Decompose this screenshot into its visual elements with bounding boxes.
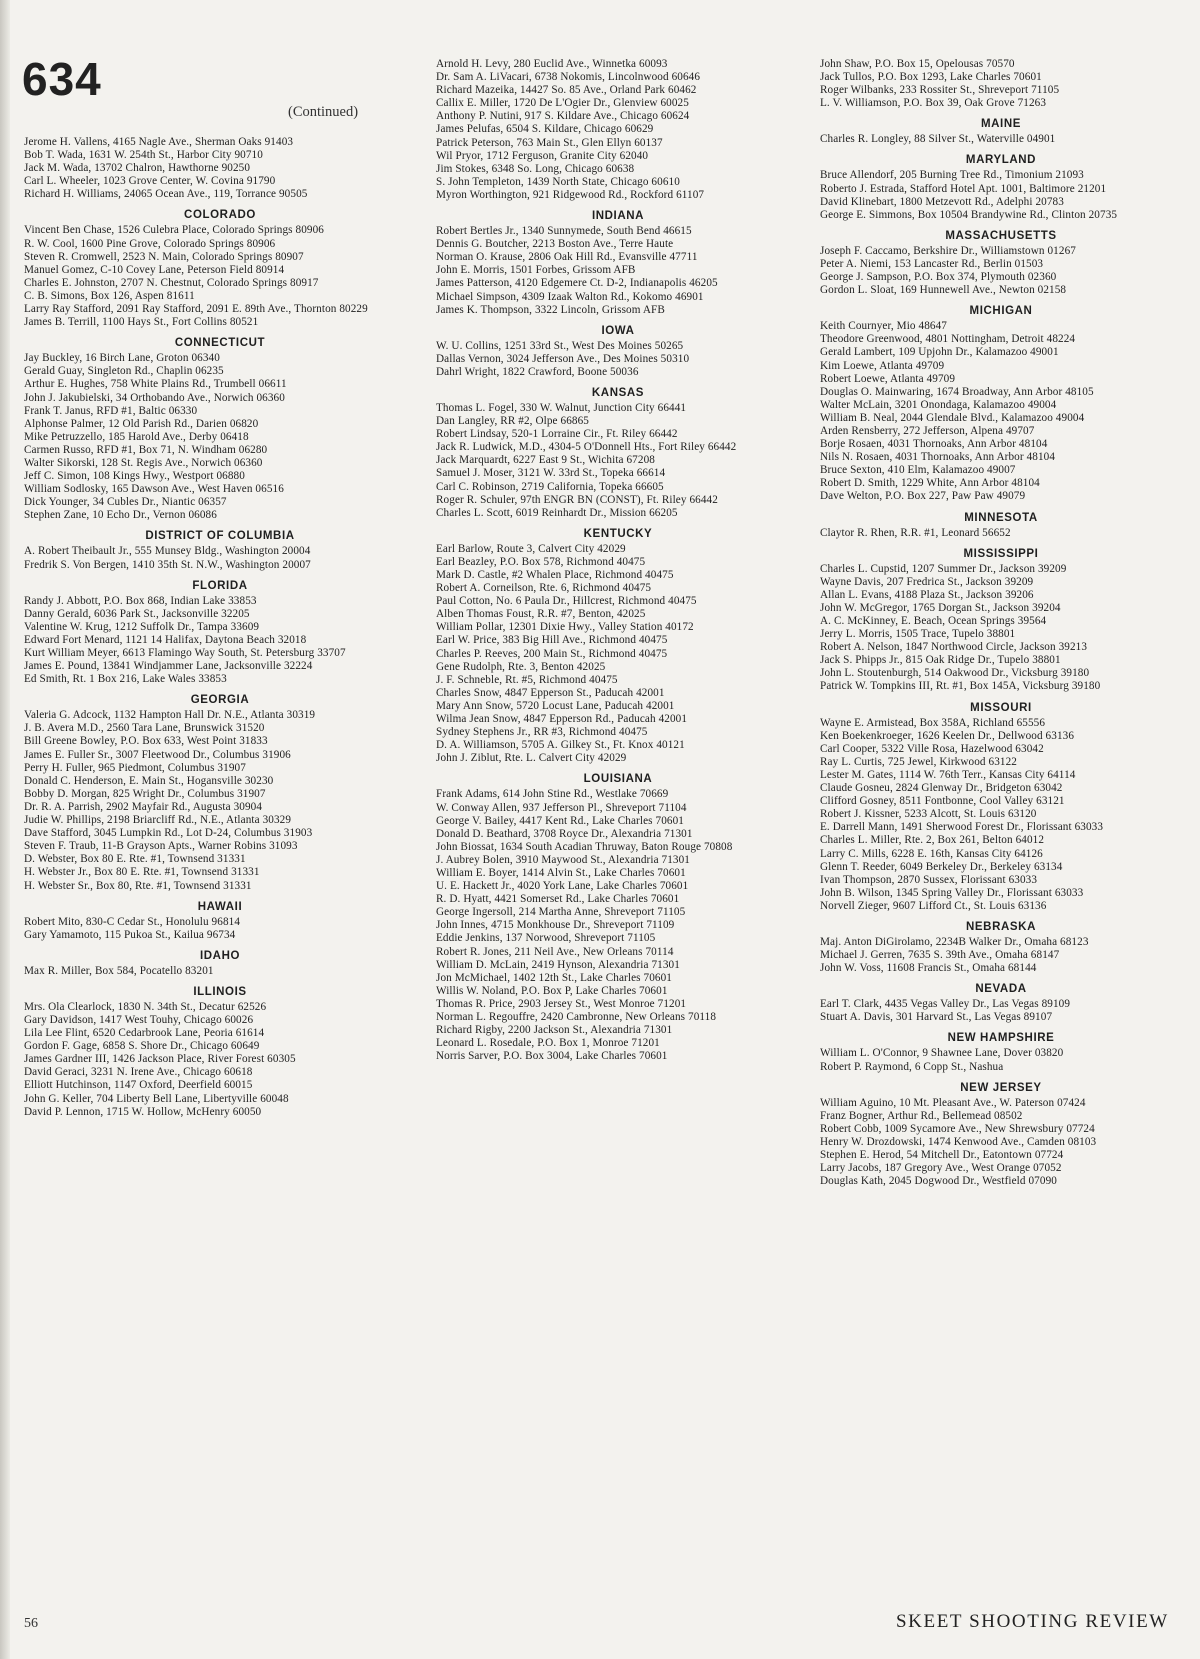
member-entry: James K. Thompson, 3322 Lincoln, Grissom AFB <box>436 303 665 316</box>
member-entry: Earl W. Price, 383 Big Hill Ave., Richmond 40475 <box>436 634 668 647</box>
member-entry: Bobby D. Morgan, 825 Wright Dr., Columbus 31907 <box>24 787 266 800</box>
member-entry: Alphonse Palmer, 12 Old Parish Rd., Darien 06820 <box>24 417 259 430</box>
state-heading: MASSACHUSETTS <box>945 229 1057 242</box>
member-entry: Donald D. Beathard, 3708 Royce Dr., Alexandria 71301 <box>436 827 693 840</box>
member-entry: Joseph F. Caccamo, Berkshire Dr., Williamstown 01267 <box>820 244 1076 257</box>
state-section <box>820 58 1182 110</box>
member-entry: Maj. Anton DiGirolamo, 2234B Walker Dr., Omaha 68123 <box>820 935 1089 948</box>
member-entry: Valentine W. Krug, 1212 Suffolk Dr., Tampa 33609 <box>24 620 260 633</box>
member-entry: Richard H. Williams, 24065 Ocean Ave., 119, Torrance 90505 <box>24 188 308 201</box>
member-entry: Robert J. Kissner, 5233 Alcott, St. Louis 63120 <box>820 808 1037 821</box>
state-section <box>24 580 416 687</box>
member-entry: Larry Ray Stafford, 2091 Ray Stafford, 2091 E. 89th Ave., Thornton 80229 <box>24 303 368 316</box>
state-heading: HAWAII <box>197 900 243 913</box>
member-entry: Dallas Vernon, 3024 Jefferson Ave., Des Moines 50310 <box>436 352 690 365</box>
member-entry: Valeria G. Adcock, 1132 Hampton Hall Dr. N.E., Atlanta 30319 <box>24 709 316 722</box>
member-entry: Donald C. Henderson, E. Main St., Hogansville 30230 <box>24 774 274 787</box>
member-entry: Edward Fort Menard, 1121 14 Halifax, Daytona Beach 32018 <box>24 633 307 646</box>
member-entry: H. Webster Sr., Box 80, Rte. #1, Townsend 31331 <box>24 879 252 892</box>
member-entry: Charles L. Scott, 6019 Reinhardt Dr., Mission 66205 <box>436 506 678 519</box>
state-heading: MISSOURI <box>970 701 1032 714</box>
member-entry: John J. Ziblut, Rte. L. Calvert City 42029 <box>436 752 627 765</box>
state-section <box>436 528 800 766</box>
member-entry: Norman L. Regouffre, 2420 Cambronne, New Orleans 70118 <box>436 1011 717 1023</box>
state-heading: NEW HAMPSHIRE <box>947 1032 1055 1045</box>
member-entry: Robert A. Corneilson, Rte. 6, Richmond 40475 <box>436 582 652 595</box>
member-entry: Robert R. Jones, 211 Neil Ave., New Orleans 70114 <box>436 945 674 958</box>
column-3 <box>820 58 1182 1188</box>
member-entry: D. A. Williamson, 5705 A. Gilkey St., Ft. Knox 40121 <box>436 739 685 752</box>
member-entry: W. Conway Allen, 937 Jefferson Pl., Shreveport 71104 <box>436 801 687 814</box>
state-section <box>820 154 1182 221</box>
member-entry: Norvell Zieger, 9607 Lifford Ct., St. Louis 63136 <box>820 899 1047 912</box>
member-entry: Bob T. Wada, 1631 W. 254th St., Harbor City 90710 <box>24 149 263 162</box>
state-section <box>820 921 1182 975</box>
state-section <box>820 1032 1182 1073</box>
member-entry: Gerald Guay, Singleton Rd., Chaplin 06235 <box>24 365 224 378</box>
member-entry: James E. Pound, 13841 Windjammer Lane, Jacksonville 32224 <box>24 660 313 673</box>
member-entry: Wayne E. Armistead, Box 358A, Richland 65556 <box>820 716 1046 729</box>
member-entry: L. V. Williamson, P.O. Box 39, Oak Grove 71263 <box>820 97 1047 110</box>
member-entry: Ray L. Curtis, 725 Jewel, Kirkwood 63122 <box>820 755 1017 768</box>
member-entry: A. C. McKinney, E. Beach, Ocean Springs 39564 <box>820 615 1047 627</box>
member-entry: Dennis G. Boutcher, 2213 Boston Ave., Terre Haute <box>436 238 674 251</box>
member-entry: Dan Langley, RR #2, Olpe 66865 <box>436 415 589 428</box>
member-entry: Carl L. Wheeler, 1023 Grove Center, W. Covina 91790 <box>24 175 276 188</box>
state-section <box>436 773 800 1063</box>
member-entry: John L. Stoutenburgh, 514 Oakwood Dr., Vicksburg 39180 <box>820 667 1090 680</box>
member-entry: Walter Sikorski, 128 St. Regis Ave., Norwich 06360 <box>24 456 263 469</box>
chapter-number: 634 <box>22 53 102 105</box>
member-entry: Larry Jacobs, 187 Gregory Ave., West Orange 07052 <box>820 1162 1062 1175</box>
state-heading: IOWA <box>601 324 635 337</box>
state-section <box>24 986 416 1119</box>
member-entry: Wil Pryor, 1712 Ferguson, Granite City 62040 <box>436 149 649 162</box>
member-entry: Gary Davidson, 1417 West Touhy, Chicago 60026 <box>24 1013 254 1026</box>
member-entry: Robert Bertles Jr., 1340 Sunnymede, South Bend 46615 <box>436 225 692 238</box>
member-entry: Jay Buckley, 16 Birch Lane, Groton 06340 <box>24 352 220 365</box>
member-entry: Stephen Zane, 10 Echo Dr., Vernon 06086 <box>24 509 217 522</box>
member-entry: Jack Marquardt, 6227 East 9 St., Wichita 67208 <box>436 454 655 467</box>
member-entry: Bill Greene Bowley, P.O. Box 633, West Point 31833 <box>24 735 268 748</box>
state-section <box>436 58 800 202</box>
member-entry: Jim Stokes, 6348 So. Long, Chicago 60638 <box>436 162 635 175</box>
member-entry: Gary Yamamoto, 115 Pukoa St., Kailua 96734 <box>24 928 236 941</box>
state-section <box>24 136 416 201</box>
member-entry: Manuel Gomez, C-10 Covey Lane, Peterson Field 80914 <box>24 263 285 276</box>
member-entry: Theodore Greenwood, 4801 Nottingham, Detroit 48224 <box>820 333 1076 346</box>
state-section <box>24 209 416 329</box>
member-entry: Ivan Thompson, 2870 Sussex, Florissant 63033 <box>820 873 1038 886</box>
member-entry: Alben Thomas Foust, R.R. #7, Benton, 42025 <box>436 608 646 621</box>
state-heading: NEVADA <box>975 983 1027 996</box>
member-entry: Gordon L. Sloat, 169 Hunnewell Ave., Newton 02158 <box>820 284 1067 297</box>
member-entry: John Innes, 4715 Monkhouse Dr., Shreveport 71109 <box>436 919 675 932</box>
member-entry: Jerry L. Morris, 1505 Trace, Tupelo 38801 <box>820 628 1016 641</box>
member-entry: Jack Tullos, P.O. Box 1293, Lake Charles 70601 <box>820 71 1042 84</box>
member-entry: Robert Lindsay, 520-1 Lorraine Cir., Ft. Riley 66442 <box>436 428 678 441</box>
member-entry: Larry C. Mills, 6228 E. 16th, Kansas City 64126 <box>820 847 1043 860</box>
state-section <box>820 118 1182 146</box>
member-entry: Jon McMichael, 1402 12th St., Lake Charles 70601 <box>436 971 672 984</box>
member-entry: William Aguino, 10 Mt. Pleasant Ave., W. Paterson 07424 <box>820 1096 1086 1109</box>
state-heading: MISSISSIPPI <box>963 547 1039 560</box>
member-entry: Gerald Lambert, 109 Upjohn Dr., Kalamazoo 49001 <box>820 346 1059 359</box>
member-entry: James E. Fuller Sr., 3007 Fleetwood Dr., Columbus 31906 <box>24 748 291 761</box>
member-entry: John G. Keller, 704 Liberty Bell Lane, Libertyville 60048 <box>24 1092 289 1105</box>
member-entry: William L. O'Connor, 9 Shawnee Lane, Dover 03820 <box>820 1047 1064 1060</box>
member-entry: Jack S. Phipps Jr., 815 Oak Ridge Dr., Tupelo 38801 <box>820 654 1061 667</box>
member-entry: Kurt William Meyer, 6613 Flamingo Way South, St. Petersburg 33707 <box>24 647 346 659</box>
member-entry: John B. Wilson, 1345 Spring Valley Dr., Florissant 63033 <box>820 886 1084 899</box>
member-entry: Douglas O. Mainwaring, 1674 Broadway, Ann Arbor 48105 <box>820 385 1094 398</box>
state-section <box>820 1082 1182 1189</box>
state-section <box>820 548 1182 694</box>
member-entry: Dave Stafford, 3045 Lumpkin Rd., Lot D-24, Columbus 31903 <box>24 827 313 840</box>
member-entry: James Gardner III, 1426 Jackson Place, River Forest 60305 <box>24 1053 296 1066</box>
member-entry: David Geraci, 3231 N. Irene Ave., Chicago 60618 <box>24 1066 253 1079</box>
member-entry: Charles L. Cupstid, 1207 Summer Dr., Jackson 39209 <box>820 562 1067 575</box>
member-entry: Charles R. Longley, 88 Silver St., Waterville 04901 <box>820 133 1056 146</box>
member-entry: Gordon F. Gage, 6858 S. Shore Dr., Chicago 60649 <box>24 1040 260 1053</box>
member-entry: Roger R. Schuler, 97th ENGR BN (CONST), Ft. Riley 66442 <box>436 493 718 506</box>
member-entry: Steven R. Cromwell, 2523 N. Main, Colorado Springs 80907 <box>24 250 304 263</box>
state-section <box>24 950 416 978</box>
member-entry: Kim Loewe, Atlanta 49709 <box>820 359 945 372</box>
member-entry: Stuart A. Davis, 301 Harvard St., Las Vegas 89107 <box>820 1011 1053 1024</box>
member-entry: Lester M. Gates, 1114 W. 76th Terr., Kansas City 64114 <box>820 768 1076 781</box>
member-entry: Dr. Sam A. LiVacari, 6738 Nokomis, Lincolnwood 60646 <box>436 71 701 84</box>
state-heading: LOUISIANA <box>583 773 653 786</box>
member-entry: Max R. Miller, Box 584, Pocatello 83201 <box>24 964 214 977</box>
member-entry: J. F. Schneble, Rt. #5, Richmond 40475 <box>436 673 618 686</box>
state-section <box>436 325 800 379</box>
member-entry: Roberto J. Estrada, Stafford Hotel Apt. 1001, Baltimore 21201 <box>820 182 1107 195</box>
member-entry: Earl Beazley, P.O. Box 578, Richmond 40475 <box>436 555 646 568</box>
state-heading: NEW JERSEY <box>960 1081 1042 1094</box>
member-entry: Douglas Kath, 2045 Dogwood Dr., Westfield 07090 <box>820 1175 1057 1188</box>
state-heading: CONNECTICUT <box>174 337 266 350</box>
member-entry: Judie W. Phillips, 2198 Briarcliff Rd., N.E., Atlanta 30329 <box>24 814 292 827</box>
member-entry: Earl Barlow, Route 3, Calvert City 42029 <box>436 542 626 555</box>
state-section <box>820 983 1182 1024</box>
member-entry: Gene Rudolph, Rte. 3, Benton 42025 <box>436 660 606 673</box>
member-entry: William Sodlosky, 165 Dawson Ave., West Haven 06516 <box>24 483 284 496</box>
member-entry: Claude Gosneu, 2824 Glenway Dr., Bridgeton 63042 <box>820 782 1063 795</box>
state-heading: IDAHO <box>199 949 241 962</box>
column-2 <box>436 58 800 1063</box>
member-entry: Vincent Ben Chase, 1526 Culebra Place, Colorado Springs 80906 <box>24 224 324 237</box>
state-section <box>24 901 416 942</box>
member-entry: John Biossat, 1634 South Acadian Thruway, Baton Rouge 70808 <box>436 840 733 853</box>
member-entry: Norris Sarver, P.O. Box 3004, Lake Charles 70601 <box>436 1050 668 1063</box>
member-entry: Elliott Hutchinson, 1147 Oxford, Deerfield 60015 <box>24 1079 253 1092</box>
state-section <box>820 230 1182 297</box>
member-entry: James Patterson, 4120 Edgemere Ct. D-2, Indianapolis 46205 <box>436 277 718 290</box>
member-entry: J. Aubrey Bolen, 3910 Maywood St., Alexandria 71301 <box>436 853 690 866</box>
state-section <box>24 530 416 571</box>
member-entry: Dick Younger, 34 Cubles Dr., Niantic 06357 <box>24 496 227 509</box>
member-entry: Robert Mito, 830-C Cedar St., Honolulu 96814 <box>24 915 241 928</box>
member-entry: A. Robert Theibault Jr., 555 Munsey Bldg., Washington 20004 <box>24 545 311 558</box>
member-entry: Samuel J. Moser, 3121 W. 33rd St., Topeka 66614 <box>436 467 666 480</box>
state-heading: MARYLAND <box>965 154 1037 167</box>
member-entry: Roger Wilbanks, 233 Rossiter St., Shreveport 71105 <box>820 84 1060 97</box>
member-entry: George Ingersoll, 214 Martha Anne, Shreveport 71105 <box>436 906 686 919</box>
member-entry: Mrs. Ola Clearlock, 1830 N. 34th St., Decatur 62526 <box>24 1000 267 1013</box>
member-entry: William Pollar, 12301 Dixie Hwy., Valley Station 40172 <box>436 621 694 634</box>
member-entry: Mike Petruzzello, 185 Harold Ave., Derby 06418 <box>24 430 249 443</box>
state-heading: MINNESOTA <box>964 511 1038 524</box>
member-entry: Frank Adams, 614 John Stine Rd., Westlake 70669 <box>436 788 669 801</box>
member-entry: Peter A. Niemi, 153 Lancaster Rd., Berlin 01503 <box>820 257 1044 270</box>
member-entry: Jack R. Ludwick, M.D., 4304-5 O'Donnell Hts., Fort Riley 66442 <box>436 441 737 454</box>
member-entry: Charles L. Miller, Rte. 2, Box 261, Belton 64012 <box>820 834 1045 847</box>
state-section <box>820 305 1182 503</box>
state-section <box>436 210 800 317</box>
member-entry: John J. Jakubielski, 34 Orthobando Ave., Norwich 06360 <box>24 391 285 404</box>
member-entry: Arden Rensberry, 272 Jefferson, Alpena 49707 <box>820 424 1035 437</box>
member-entry: William B. Neal, 2044 Glendale Blvd., Kalamazoo 49004 <box>820 411 1085 424</box>
member-entry: Arnold H. Levy, 280 Euclid Ave., Winnetka 60093 <box>436 58 668 70</box>
member-entry: Jerome H. Vallens, 4165 Nagle Ave., Sherman Oaks 91403 <box>24 136 294 148</box>
member-entry: Danny Gerald, 6036 Park St., Jacksonville 32205 <box>24 607 250 620</box>
page-edge-shadow <box>0 0 10 1659</box>
member-entry: Bruce Allendorf, 205 Burning Tree Rd., Timonium 21093 <box>820 169 1084 182</box>
member-entry: Michael J. Gerren, 7635 S. 39th Ave., Omaha 68147 <box>820 949 1060 962</box>
member-entry: Myron Worthington, 921 Ridgewood Rd., Rockford 61107 <box>436 188 705 201</box>
member-entry: Perry H. Fuller, 965 Piedmont, Columbus 31907 <box>24 761 246 774</box>
member-entry: James Pelufas, 6504 S. Kildare, Chicago 60629 <box>436 123 654 136</box>
state-heading: GEORGIA <box>190 694 250 707</box>
member-entry: Dr. R. A. Parrish, 2902 Mayfair Rd., Augusta 30904 <box>24 800 263 813</box>
state-section <box>24 694 416 892</box>
member-entry: Richard Rigby, 2200 Jackson St., Alexandria 71301 <box>436 1024 673 1037</box>
state-heading: INDIANA <box>591 210 645 223</box>
member-entry: Fredrik S. Von Bergen, 1410 35th St. N.W., Washington 20007 <box>24 558 311 571</box>
member-entry: Randy J. Abbott, P.O. Box 868, Indian Lake 33853 <box>24 594 257 607</box>
member-entry: Charles P. Reeves, 200 Main St., Richmond 40475 <box>436 647 668 660</box>
member-entry: David Klinebart, 1800 Metzevott Rd., Adelphi 20783 <box>820 195 1064 208</box>
member-entry: Sydney Stephens Jr., RR #3, Richmond 40475 <box>436 726 648 739</box>
member-entry: William E. Boyer, 1414 Alvin St., Lake Charles 70601 <box>436 866 686 879</box>
member-entry: William D. McLain, 2419 Hynson, Alexandria 71301 <box>436 958 680 971</box>
member-entry: Claytor R. Rhen, R.R. #1, Leonard 56652 <box>820 526 1011 539</box>
member-entry: Paul Cotton, No. 6 Paula Dr., Hillcrest, Richmond 40475 <box>436 595 697 608</box>
member-entry: John W. Voss, 11608 Francis St., Omaha 68144 <box>820 962 1037 975</box>
member-entry: Robert Loewe, Atlanta 49709 <box>820 372 956 385</box>
member-entry: Jeff C. Simon, 108 Kings Hwy., Westport 06880 <box>24 470 245 483</box>
member-entry: Robert D. Smith, 1229 White, Ann Arbor 48104 <box>820 477 1040 490</box>
member-entry: Patrick Peterson, 763 Main St., Glen Ellyn 60137 <box>436 136 663 149</box>
member-entry: Bruce Sexton, 410 Elm, Kalamazoo 49007 <box>820 464 1016 477</box>
state-section <box>436 387 800 520</box>
member-entry: D. Webster, Box 80 E. Rte. #1, Townsend 31331 <box>24 853 246 866</box>
member-entry: Wilma Jean Snow, 4847 Epperson Rd., Paducah 42001 <box>436 713 688 726</box>
member-entry: Keith Cournyer, Mio 48647 <box>820 320 947 333</box>
member-entry: Glenn T. Reeder, 6049 Berkeley Dr., Berkeley 63134 <box>820 860 1063 873</box>
state-heading: FLORIDA <box>192 579 248 592</box>
member-entry: George J. Sampson, P.O. Box 374, Plymouth 02360 <box>820 271 1057 284</box>
member-entry: H. Webster Jr., Box 80 E. Rte. #1, Townsend 31331 <box>24 866 260 879</box>
member-entry: George E. Simmons, Box 10504 Brandywine Rd., Clinton 20735 <box>820 208 1118 221</box>
member-entry: Leonard L. Rosedale, P.O. Box 1, Monroe 71201 <box>436 1037 660 1050</box>
state-section <box>24 337 416 522</box>
member-entry: Charles Snow, 4847 Epperson St., Paducah 42001 <box>436 686 665 699</box>
member-entry: George V. Bailey, 4417 Kent Rd., Lake Charles 70601 <box>436 814 684 827</box>
member-entry: David P. Lennon, 1715 W. Hollow, McHenry 60050 <box>24 1105 262 1118</box>
member-entry: John W. McGregor, 1765 Dorgan St., Jackson 39204 <box>820 601 1061 614</box>
member-entry: Callix E. Miller, 1720 De L'Ogier Dr., Glenview 60025 <box>436 97 689 110</box>
member-entry: J. B. Avera M.D., 2560 Tara Lane, Brunswick 31520 <box>24 722 265 735</box>
member-entry: Franz Bogner, Arthur Rd., Bellemead 08502 <box>820 1109 1023 1122</box>
member-entry: Clifford Gosney, 8511 Fontbonne, Cool Valley 63121 <box>820 795 1065 808</box>
member-entry: Michael Simpson, 4309 Izaak Walton Rd., Kokomo 46901 <box>436 290 704 303</box>
member-entry: Richard Mazeika, 14427 So. 85 Ave., Orland Park 60462 <box>436 84 697 97</box>
member-entry: Ken Boekenkroeger, 1626 Keelen Dr., Dellwood 63136 <box>820 729 1075 742</box>
member-entry: James B. Terrill, 1100 Hays St., Fort Collins 80521 <box>24 316 259 329</box>
member-entry: Carl C. Robinson, 2719 California, Topeka 66605 <box>436 480 664 493</box>
member-entry: Arthur E. Hughes, 758 White Plains Rd., Trumbell 06611 <box>24 378 287 391</box>
member-entry: Carl Cooper, 5322 Ville Rosa, Hazelwood 63042 <box>820 742 1044 755</box>
member-entry: Steven F. Traub, 11-B Grayson Apts., Warner Robins 31093 <box>24 840 298 853</box>
member-entry: C. B. Simons, Box 126, Aspen 81611 <box>24 289 195 302</box>
member-entry: Henry W. Drozdowski, 1474 Kenwood Ave., Camden 08103 <box>820 1135 1097 1148</box>
member-entry: Lila Lee Flint, 6520 Cedarbrook Lane, Peoria 61614 <box>24 1027 265 1040</box>
member-entry: Mark D. Castle, #2 Whalen Place, Richmond 40475 <box>436 569 674 581</box>
member-entry: Wayne Davis, 207 Fredrica St., Jackson 39209 <box>820 575 1034 588</box>
member-entry: Dahrl Wright, 1822 Crawford, Boone 50036 <box>436 365 639 378</box>
member-entry: Earl T. Clark, 4435 Vegas Valley Dr., Las Vegas 89109 <box>820 998 1071 1011</box>
continued-label: (Continued) <box>288 104 359 120</box>
page-number: 56 <box>24 1616 38 1631</box>
member-entry: R. W. Cool, 1600 Pine Grove, Colorado Springs 80906 <box>24 237 276 250</box>
state-section <box>820 512 1182 540</box>
member-entry: Nils N. Rosaen, 4031 Thornoaks, Ann Arbor 48104 <box>820 451 1056 464</box>
member-entry: Charles E. Johnston, 2707 N. Chestnut, Colorado Springs 80917 <box>24 276 319 289</box>
member-entry: Thomas R. Price, 2903 Jersey St., West Monroe 71201 <box>436 997 687 1010</box>
member-entry: Thomas L. Fogel, 330 W. Walnut, Junction City 66441 <box>436 401 687 414</box>
member-entry: Mary Ann Snow, 5720 Locust Lane, Paducah 42001 <box>436 699 675 712</box>
member-entry: Walter McLain, 3201 Onondaga, Kalamazoo 49004 <box>820 398 1057 411</box>
state-heading: NEBRASKA <box>966 920 1036 933</box>
member-entry: Robert A. Nelson, 1847 Northwood Circle, Jackson 39213 <box>820 641 1088 654</box>
publication-title: SKEET SHOOTING REVIEW <box>896 1611 1169 1632</box>
member-entry: Jack M. Wada, 13702 Chalron, Hawthorne 90250 <box>24 162 251 175</box>
member-entry: Frank T. Janus, RFD #1, Baltic 06330 <box>24 404 198 417</box>
member-entry: Borje Rosaen, 4031 Thornoaks, Ann Arbor 48104 <box>820 438 1048 451</box>
state-heading: MICHIGAN <box>969 305 1033 318</box>
state-heading: ILLINOIS <box>193 985 247 998</box>
member-entry: Anthony P. Nutini, 917 S. Kildare Ave., Chicago 60624 <box>436 110 690 123</box>
member-entry: Robert Cobb, 1009 Sycamore Ave., New Shrewsbury 07724 <box>820 1122 1095 1135</box>
member-entry: R. D. Hyatt, 4421 Somerset Rd., Lake Charles 70601 <box>436 893 680 906</box>
state-heading: DISTRICT OF COLUMBIA <box>145 530 295 543</box>
member-entry: U. E. Hackett Jr., 4020 York Lane, Lake Charles 70601 <box>436 880 689 893</box>
member-entry: S. John Templeton, 1439 North State, Chicago 60610 <box>436 175 680 188</box>
member-entry: Norman O. Krause, 2806 Oak Hill Rd., Evansville 47711 <box>436 251 698 264</box>
state-heading: COLORADO <box>184 209 256 222</box>
state-section <box>820 702 1182 913</box>
member-entry: John Shaw, P.O. Box 15, Opelousas 70570 <box>820 58 1015 70</box>
member-entry: Dave Welton, P.O. Box 227, Paw Paw 49079 <box>820 490 1026 503</box>
member-entry: Patrick W. Tompkins III, Rt. #1, Box 145A, Vicksburg 39180 <box>820 680 1101 693</box>
state-heading: MAINE <box>980 118 1022 131</box>
member-entry: E. Darrell Mann, 1491 Sherwood Forest Dr., Florissant 63033 <box>820 821 1104 834</box>
state-heading: KANSAS <box>591 386 645 399</box>
state-heading: KENTUCKY <box>583 527 653 540</box>
member-entry: Robert P. Raymond, 6 Copp St., Nashua <box>820 1060 1004 1073</box>
member-entry: Eddie Jenkins, 137 Norwood, Shreveport 71105 <box>436 932 656 945</box>
member-entry: W. U. Collins, 1251 33rd St., West Des Moines 50265 <box>436 339 684 352</box>
member-entry: Allan L. Evans, 4188 Plaza St., Jackson 39206 <box>820 588 1034 601</box>
member-entry: Stephen E. Herod, 54 Mitchell Dr., Eatontown 07724 <box>820 1149 1064 1161</box>
member-entry: Willis W. Noland, P.O. Box P, Lake Charles 70601 <box>436 984 668 997</box>
member-entry: John E. Morris, 1501 Forbes, Grissom AFB <box>436 264 636 277</box>
member-entry: Carmen Russo, RFD #1, Box 71, N. Windham 06280 <box>24 443 268 456</box>
column-1 <box>24 136 416 1119</box>
member-entry: Ed Smith, Rt. 1 Box 216, Lake Wales 33853 <box>24 673 227 686</box>
